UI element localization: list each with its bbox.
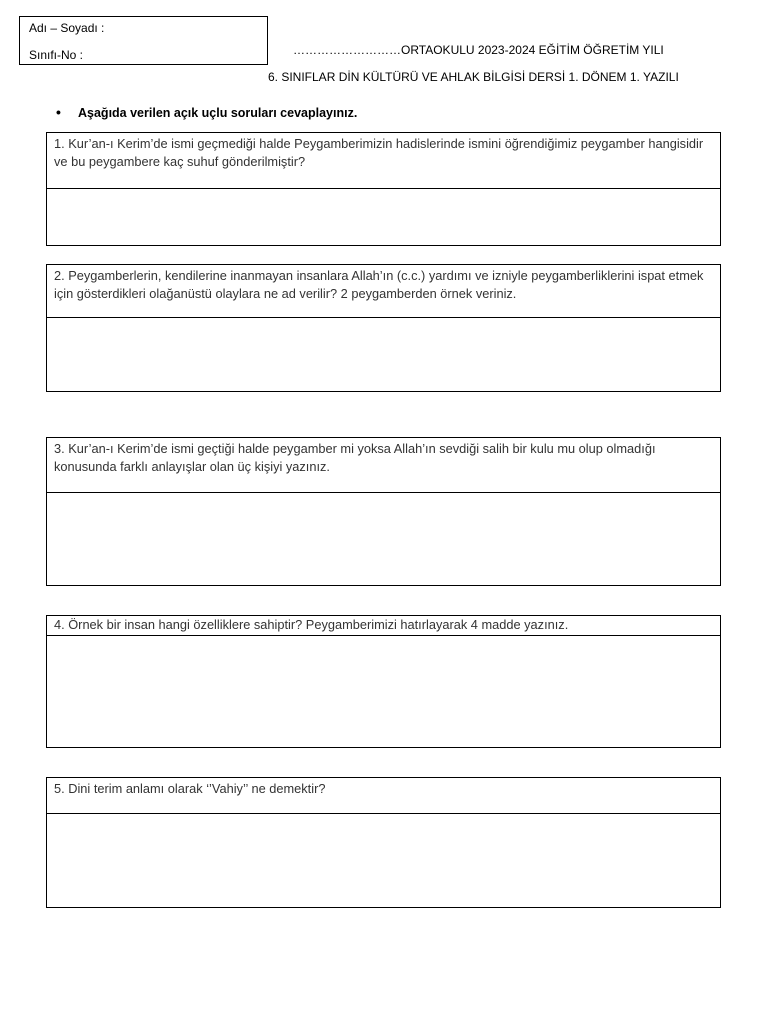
- school-year-line: ………………………ORTAOKULU 2023-2024 EĞİTİM ÖĞRETİM YILI: [293, 43, 664, 57]
- instruction-text: Aşağıda verilen açık uçlu soruları cevaplayınız.: [78, 106, 358, 120]
- instruction: [56, 104, 357, 120]
- answer-5-area[interactable]: [47, 814, 720, 907]
- exam-title-line: 6. SINIFLAR DİN KÜLTÜRÜ VE AHLAK BİLGİSİ DERSİ 1. DÖNEM 1. YAZILI: [268, 70, 679, 84]
- bullet-icon: •: [56, 104, 61, 120]
- question-4-text: 4. Örnek bir insan hangi özelliklere sahiptir? Peygamberimizi hatırlayarak 4 madde yazınız.: [47, 616, 720, 636]
- question-4-box: [46, 615, 721, 748]
- answer-4-area[interactable]: [47, 636, 720, 747]
- question-2-box: [46, 264, 721, 392]
- question-3-text: 3. Kur’an-ı Kerim’de ismi geçtiği halde peygamber mi yoksa Allah’ın sevdiği salih bir kulu mu olup olmadığı konusunda farklı anlayışlar olan üç kişiyi yazınız.: [47, 438, 720, 493]
- question-5-text: 5. Dini terim anlamı olarak ‘’Vahiy’’ ne demektir?: [47, 778, 720, 814]
- class-number-field-label[interactable]: Sınıfı-No :: [29, 48, 84, 62]
- answer-2-area[interactable]: [47, 318, 720, 391]
- question-3-box: [46, 437, 721, 586]
- answer-3-area[interactable]: [47, 493, 720, 585]
- answer-1-area[interactable]: [47, 189, 720, 245]
- question-1-box: [46, 132, 721, 246]
- question-1-text: 1. Kur’an-ı Kerim’de ismi geçmediği halde Peygamberimizin hadislerinde ismini öğrendiğimiz peygamber hangisidir ve bu peygambere kaç suhuf gönderilmiştir?: [47, 133, 720, 189]
- question-5-box: [46, 777, 721, 908]
- student-info-box: [19, 16, 268, 65]
- question-2-text: 2. Peygamberlerin, kendilerine inanmayan insanlara Allah’ın (c.c.) yardımı ve izniyle peygamberliklerini ispat etmek için gösterdikleri olağanüstü olaylara ne ad verilir? 2 peygamberden örnek veriniz.: [47, 265, 720, 318]
- name-field-label[interactable]: Adı – Soyadı :: [29, 21, 105, 35]
